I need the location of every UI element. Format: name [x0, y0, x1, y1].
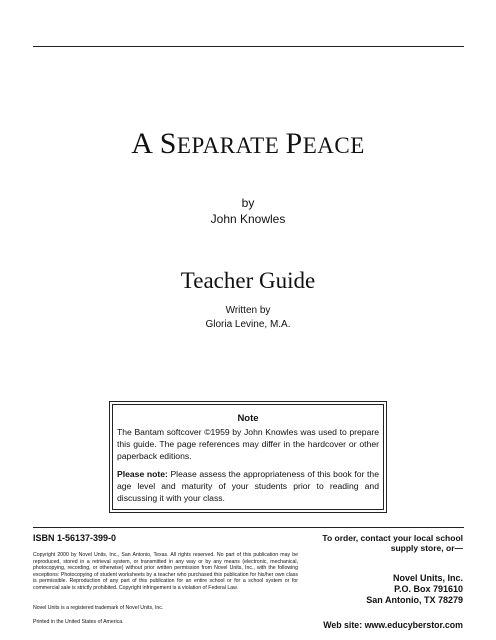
publisher-name: Novel Units, Inc.	[392, 573, 463, 583]
order-line-2: supply store, or—	[390, 543, 463, 553]
guide-title: Teacher Guide	[180, 268, 316, 293]
publisher-box: P.O. Box 791610	[394, 584, 463, 594]
bottom-divider	[33, 527, 464, 528]
order-line-1: To order, contact your local school	[322, 533, 463, 543]
copyright-notice: Copyright 2000 by Novel Units, Inc., San Antonio, Texas. All rights reserved. No part of this publication may be reproduced, stored in a retrieval system, or transmitted in any way or by any means (electronic, mechanical, photocopying, recording, or otherwise) without prior written permission from Novel Units, Inc., with the following exceptions: Photocopying of student worksheets by a teacher who purchased this publication for his/her own class is permissible. Reproduction of any part of this publication for an entire school or for a school system or for commercial sale is strictly prohibited. Copyright infringement is a violation of Federal Law.	[33, 552, 298, 591]
note-warning-label: Please note:	[117, 469, 168, 479]
publisher-city: San Antonio, TX 78279	[366, 595, 463, 605]
byline: by	[241, 196, 255, 210]
guide-author: Gloria Levine, M.A.	[205, 319, 291, 330]
website-link[interactable]: Web site: www.educyberstor.com	[323, 620, 463, 630]
note-heading: Note	[237, 413, 259, 424]
trademark-notice: Novel Units is a registered trademark of Novel Units, Inc.	[33, 605, 164, 611]
note-warning	[117, 468, 379, 504]
publisher-address	[313, 573, 463, 606]
book-author: John Knowles	[210, 212, 286, 226]
note-paragraph: The Bantam softcover ©1959 by John Knowles was used to prepare this guide. The page references may differ in the hardcover or other paperback editions.	[117, 427, 379, 461]
printed-notice: Printed in the United States of America.	[33, 619, 124, 625]
order-info	[313, 533, 463, 553]
isbn: ISBN 1-56137-399-0	[33, 533, 117, 543]
top-divider	[33, 46, 464, 47]
written-by-label: Written by	[225, 305, 271, 316]
note-box	[112, 404, 384, 510]
book-title: A SEPARATE PEACE	[131, 127, 365, 160]
note-warning-text: Please assess the appropriateness of this book for the age level and maturity of your students prior to reading and discussing it with your class.	[117, 469, 379, 503]
